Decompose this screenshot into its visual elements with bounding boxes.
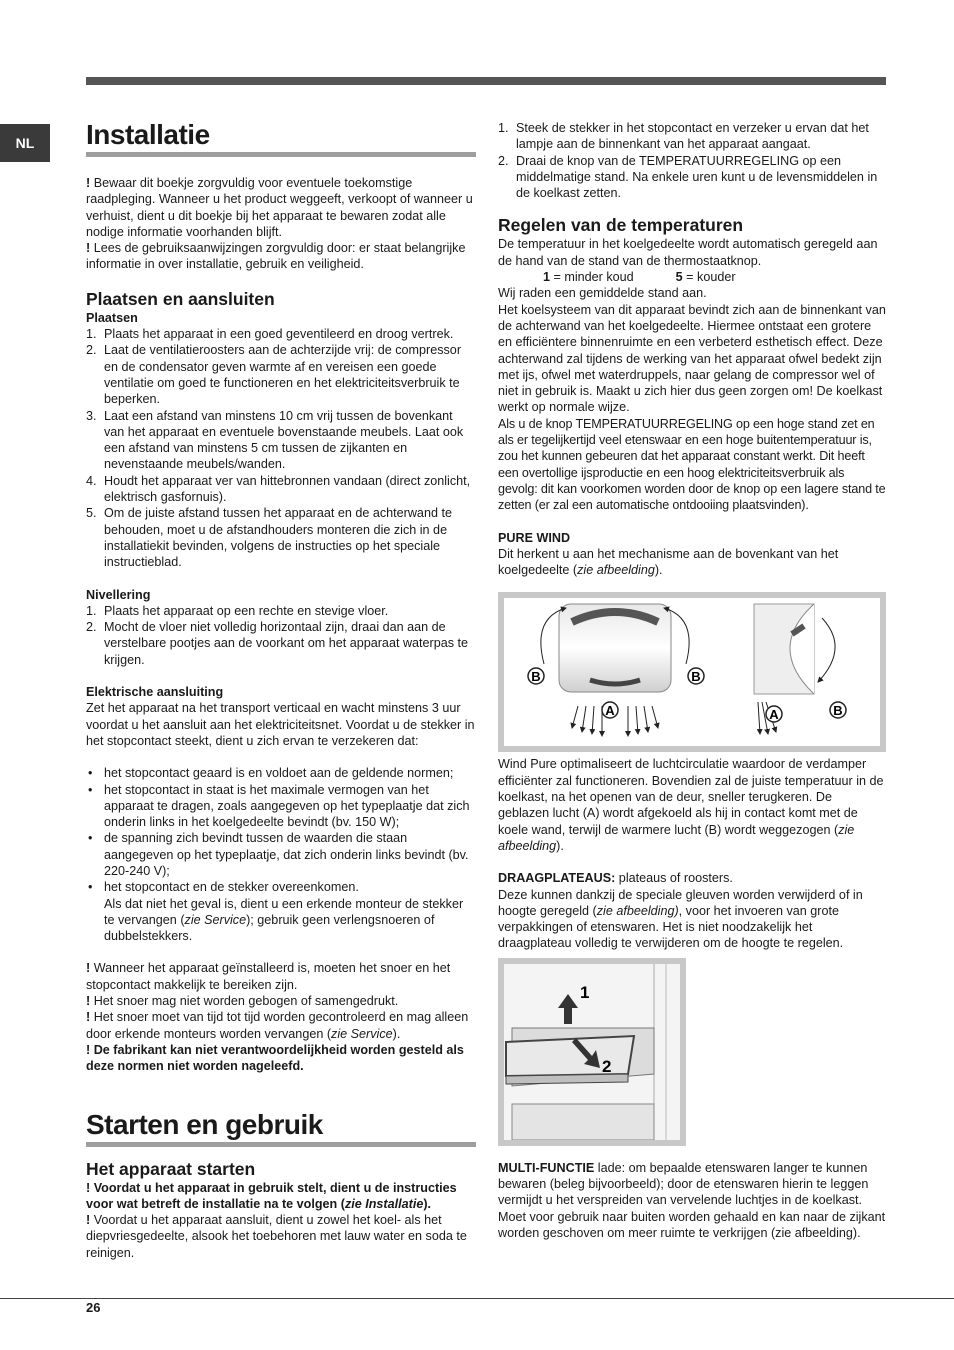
intro-note-1: ! Bewaar dit boekje zorgvuldig voor eventuele toekomstige raadpleging. Wanneer u het product weggeeft, verkoopt of wanneer u verhuist, dient u dit boekje bij het apparaat te bewaren zodat alle nodige informatie voorhanden blijft. <box>86 176 473 239</box>
heading-apparaat-starten: Het apparaat starten <box>86 1158 256 1179</box>
shelf-illustration <box>504 964 680 1140</box>
list-item: 1. Plaats het apparaat in een goed geventileerd en droog vertrek. <box>86 327 454 342</box>
language-tab: NL <box>0 124 50 162</box>
shelf-figure <box>498 958 686 1146</box>
list-item: • het stopcontact in staat is het maximale vermogen van het apparaat te dragen, zoals aangegeven op het typeplaatje dat zich onderin links in het koelgedeelte bevindt (bv. 150 W); <box>86 782 476 831</box>
left-column <box>86 118 476 1261</box>
step-2-label: 2 <box>602 1056 612 1076</box>
multi-functie-text: MULTI-FUNCTIE lade: om bepaalde etenswaren langer te kunnen bewaren (beleg bijvoorbeeld); door de etenswaren hierin te leggen vermijdt u het verspreiden van vervelende luchtjes in de koelkast. Moet voor gebruik naar buiten worden gehaald en kan naar de zijkant worden geschoven om meer ruimte te verkrijgen (zie afbeelding). <box>498 1160 886 1240</box>
step-1-label: 1 <box>580 982 590 1002</box>
temperature-scale: 1 = minder koud 5 = kouder <box>543 270 736 285</box>
heading-regelen-temperaturen: Regelen van de temperaturen <box>498 215 744 236</box>
pure-wind-text: Dit herkent u aan het mechanisme aan de bovenkant van het koelgedeelte (zie afbeelding). <box>498 546 839 578</box>
list-item: 4. Houdt het apparaat ver van hittebronnen vandaan (direct zonlicht, elektrisch gasfornuis). <box>86 473 471 505</box>
pure-wind-illustration <box>504 598 880 746</box>
draagplateaus-line: DRAAGPLATEAUS: plateaus of roosters. <box>498 871 733 886</box>
label-a-front: A <box>605 703 615 719</box>
nivellering-list <box>86 603 476 668</box>
label-b-right: B <box>691 669 701 685</box>
warning-2: ! Het snoer mag niet worden gebogen of samengedrukt. <box>86 994 399 1009</box>
label-b-left: B <box>531 669 541 685</box>
regelen-text: De temperatuur in het koelgedeelte wordt automatisch geregeld aan de hand van de stand van de thermostaatknop. <box>498 237 878 268</box>
heading-plaatsen-aansluiten: Plaatsen en aansluiten <box>86 288 275 309</box>
subheading-elektrische-aansluiting: Elektrische aansluiting <box>86 685 224 700</box>
warning-3: ! Het snoer moet van tijd tot tijd worden gecontroleerd en mag alleen door erkende monteurs worden vervangen (zie Service). <box>86 1010 469 1041</box>
list-item: • het stopcontact en de stekker overeenkomen. Als dat niet het geval is, dient u een erkende monteur de stekker te vervangen (zie Service); gebruik geen verlengsnoeren of dubbelstekkers. <box>86 879 476 944</box>
regelen-p4: Als u de knop TEMPERATUURREGELING op een hoge stand zet en als er tegelijkertijd veel etenswaar en een hoge buitentemperatuur is, zou het kunnen gebeuren dat het apparaat constant werkt. Dit heeft een overtollige ijsproductie en een hoog elektriciteitsverbruik als gevolg: dit kan voorkomen worden door de knop op een lagere stand te zetten (er zal een automatische ontdooiing plaatsvinden). <box>498 416 886 513</box>
subheading-nivellering: Nivellering <box>86 587 151 602</box>
warning-1: ! Wanneer het apparaat geïnstalleerd is, moeten het snoer en het stopcontact makkelijk te bereiken zijn. <box>86 961 451 992</box>
list-item: • het stopcontact geaard is en voldoet aan de geldende normen; <box>86 765 476 781</box>
regelen-p3: Het koelsysteem van dit apparaat bevindt zich aan de binnenkant van de achterwand van het koelgedeelte. Hiermee ontstaat een grotere en efficiëntere binnenruimte en een verbeterd esthetisch effect. Deze achterwand zal tijdens de werking van het apparaat ofwel bedekt zijn met ijs, ofwel met waterdruppels, naar gelang de compressor wel of niet in gebruik is. Maakt u zich hier dus geen zorgen om! De koelkast werkt op normale wijze. <box>498 302 886 415</box>
page-number: 26 <box>86 1300 101 1315</box>
footer-rule <box>0 1298 954 1299</box>
list-item: 2. Laat de ventilatieroosters aan de achterzijde vrij: de compressor en de condensator geven warmte af en vereisen een goede ventilatie om goed te functioneren en het elektriciteitsverbruik te beperken. <box>86 343 462 407</box>
section-title-installatie: Installatie <box>86 118 476 157</box>
plaatsen-list <box>86 326 476 570</box>
label-a-side: A <box>769 707 779 723</box>
list-item: 3. Laat een afstand van minstens 10 cm vrij tussen de bovenkant van het apparaat en eventuele bovenstaande meubels. Laat ook een afstand van minstens 5 cm tussen de zijkanten en nevenstaande meubels/wanden. <box>86 408 464 472</box>
elektrisch-text: Zet het apparaat na het transport verticaal en wacht minstens 3 uur voordat u het aansluit aan het elektriciteitsnet. Voordat u de stekker in het stopcontact steekt, dient u zich ervan te verzekeren dat: <box>86 701 475 748</box>
warning-4: ! De fabrikant kan niet verantwoordelijkheid worden gesteld als deze normen niet worden nageleefd. <box>86 1042 464 1074</box>
wind-pure-text: Wind Pure optimaliseert de luchtcirculatie waardoor de verdamper efficiënter zal functioneren. Bovendien zal de juiste temperatuur in de koelkast, na het openen van de deur, sneller terugkeren. De geblazen lucht (A) wordt afgekoeld als hij in contact komt met de koele wand, terwijl de warmere lucht (B) wordt weggezogen (zie afbeelding). <box>498 757 884 853</box>
subheading-plaatsen: Plaatsen <box>86 310 138 325</box>
list-item: 5. Om de juiste afstand tussen het apparaat en de achterwand te behouden, moet u de afstandhouders monteren die zich in de installatiekit bevinden, volgens de instructies op het speciale instructieblad. <box>86 506 452 570</box>
section-title-starten: Starten en gebruik <box>86 1108 476 1147</box>
regelen-p2: Wij raden een gemiddelde stand aan. <box>498 286 707 301</box>
list-item: 2. Draai de knop van de TEMPERATUURREGELING op een middelmatige stand. Na enkele uren kunt u de levensmiddelen in de koelkast zetten. <box>498 153 878 201</box>
starten-note-2: ! Voordat u het apparaat aansluit, dient u zowel het koel- als het diepvriesgedeelte, alsook het toebehoren met lauw water en soda te reinigen. <box>86 1213 467 1260</box>
right-column <box>498 120 886 1241</box>
start-steps-list <box>498 120 886 201</box>
label-b-side: B <box>833 703 843 719</box>
pure-wind-figure <box>498 592 886 752</box>
heading-pure-wind: PURE WIND <box>498 530 571 545</box>
list-item: 1. Plaats het apparaat op een rechte en stevige vloer. <box>86 603 389 618</box>
list-item: • de spanning zich bevindt tussen de waarden die staan aangegeven op het typeplaatje, dat zich onderin links bevindt (bv. 220-240 V); <box>86 830 476 879</box>
elektrisch-bullets <box>86 765 476 944</box>
intro-note-2: ! Lees de gebruiksaanwijzingen zorgvuldig door: er staat belangrijke informatie in over installatie, gebruik en veiligheid. <box>86 241 466 272</box>
draagplateaus-text: Deze kunnen dankzij de speciale gleuven worden verwijderd of in hoogte geregeld (zie afbeelding), voor het invoeren van grote verpakkingen of etenswaren. Het is niet noodzakelijk het draagplateau volledig te verwijderen om de hoogte te regelen. <box>498 887 863 951</box>
starten-note-1: ! Voordat u het apparaat in gebruik stelt, dient u de instructies voor wat betreft de installatie na te volgen (zie Installatie). <box>86 1180 457 1211</box>
list-item: 2. Mocht de vloer niet volledig horizontaal zijn, draai dan aan de verstelbare pootjes aan de voorkant om het apparaat waterpas te krijgen. <box>86 620 469 667</box>
list-item: 1. Steek de stekker in het stopcontact en verzeker u ervan dat het lampje aan de binnenkant van het apparaat aangaat. <box>498 121 869 152</box>
top-rule <box>86 77 886 85</box>
